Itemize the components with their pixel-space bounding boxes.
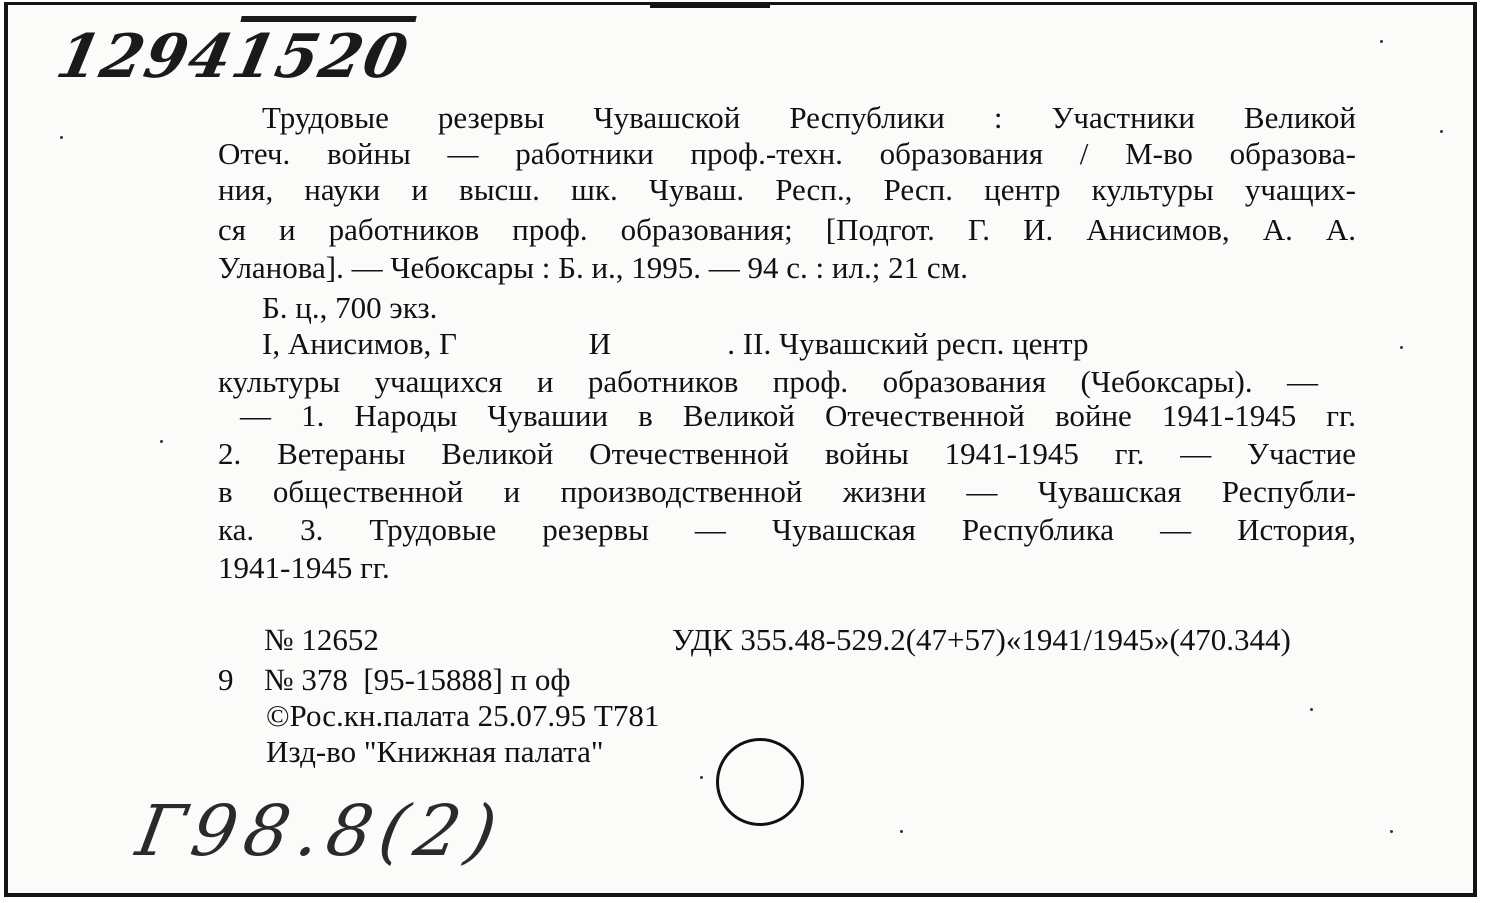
speck <box>700 776 703 779</box>
footer-line-3: Изд-во "Книжная палата" <box>266 734 604 769</box>
description-line-4: ся и работников проф. образования; [Подгот. Г. И. Анисимов, А. А. <box>218 212 1356 247</box>
speck <box>1400 346 1403 349</box>
circle-stamp-icon <box>716 738 804 826</box>
description-line-2: Отеч. войны — работники проф.-техн. образования / М-во образова- <box>218 136 1356 171</box>
footer-line-1: № 378 [95-15888] п оф <box>264 662 571 697</box>
accession-number-handwritten <box>51 22 416 92</box>
shelf-mark-handwritten: Г98.8(2) <box>130 790 511 872</box>
footer-prefix: 9 <box>218 662 234 697</box>
speck <box>1310 708 1313 711</box>
subject-line-6: ка. 3. Трудовые резервы — Чувашская Республика — История, <box>218 512 1356 547</box>
description-line-3: ния, науки и высш. шк. Чуваш. Респ., Респ. центр культуры учащих- <box>218 172 1356 207</box>
description-line-5: Уланова]. — Чебоксары : Б. и., 1995. — 94 с. : ил.; 21 см. <box>218 250 968 285</box>
speck <box>1380 40 1383 43</box>
speck <box>900 830 903 833</box>
subject-line-7: 1941-1945 гг. <box>218 550 390 585</box>
subject-line-5: в общественной и производственной жизни — Чувашская Республи- <box>218 474 1356 509</box>
speck <box>60 136 63 139</box>
subject-line-2: культуры учащихся и работников проф. образования (Чебоксары). — <box>218 364 1318 399</box>
card-top-edge <box>650 0 770 8</box>
price-print-run: Б. ц., 700 экз. <box>262 290 438 325</box>
speck <box>1440 130 1443 133</box>
udc-code: УДК 355.48-529.2(47+57)«1941/1945»(470.344) <box>672 622 1291 657</box>
subject-line-1: I, Анисимов, Г И . II. Чувашский респ. центр <box>262 326 1089 361</box>
accession-over: 1520 <box>225 22 416 92</box>
accession-main: 1294 <box>50 22 241 92</box>
subject-line-4: 2. Ветераны Великой Отечественной войны 1941-1945 гг. — Участие <box>218 436 1356 471</box>
description-line-1: Трудовые резервы Чувашской Республики : Участники Великой <box>262 100 1356 135</box>
record-number: № 12652 <box>264 622 379 657</box>
subject-line-3: — 1. Народы Чувашии в Великой Отечественной войне 1941-1945 гг. <box>240 398 1356 433</box>
speck <box>160 440 163 443</box>
footer-line-2: ©Рос.кн.палата 25.07.95 Т781 <box>266 698 660 733</box>
speck <box>1390 830 1393 833</box>
